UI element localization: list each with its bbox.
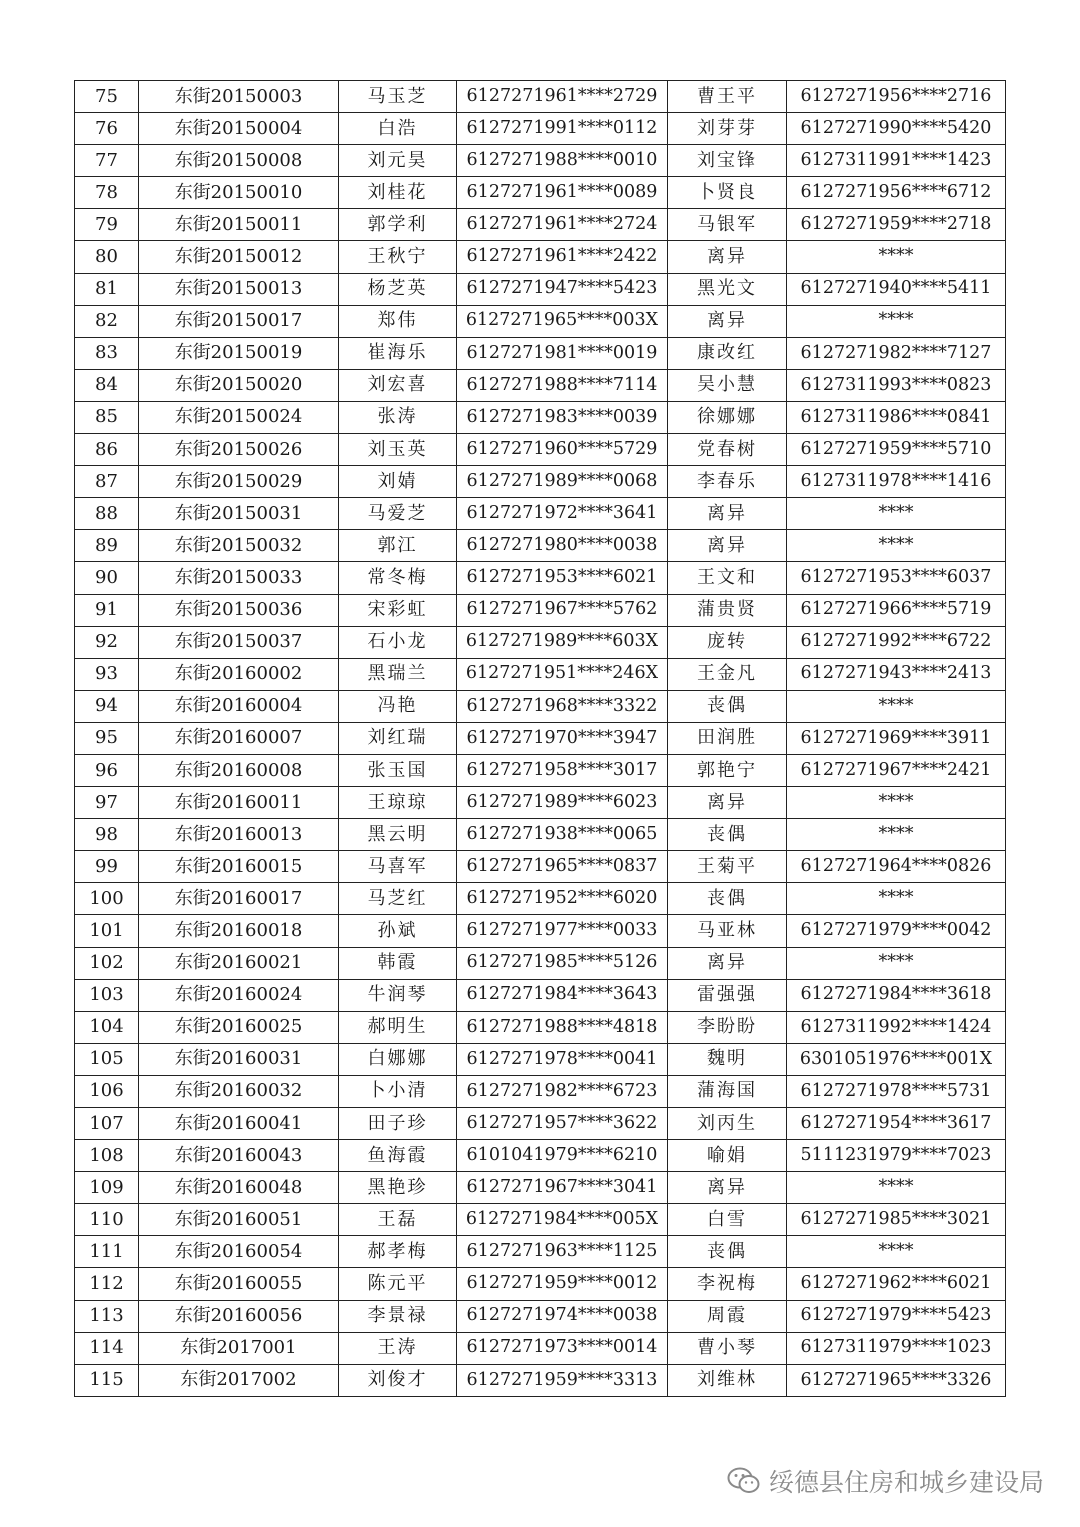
household-code: 东街20160008 — [139, 754, 339, 786]
applicant-name: 刘俊才 — [339, 1364, 457, 1396]
spouse-name: 丧偶 — [668, 1236, 787, 1268]
spouse-id: **** — [787, 690, 1006, 722]
table-row — [75, 851, 1006, 883]
applicant-id: 6127271967****3041 — [457, 1172, 668, 1204]
row-number: 85 — [75, 401, 139, 433]
applicant-id: 6127271959****0012 — [457, 1268, 668, 1300]
applicant-name: 郑伟 — [339, 305, 457, 337]
applicant-id: 6127271963****1125 — [457, 1236, 668, 1268]
applicant-name: 王秋宁 — [339, 241, 457, 273]
spouse-name: 王菊平 — [668, 851, 787, 883]
row-number: 109 — [75, 1172, 139, 1204]
spouse-id: 6127271967****2421 — [787, 754, 1006, 786]
applicant-name: 郝孝梅 — [339, 1236, 457, 1268]
spouse-id: 6127271959****2718 — [787, 209, 1006, 241]
spouse-id: 6127271956****2716 — [787, 81, 1006, 113]
spouse-id: 6127271978****5731 — [787, 1075, 1006, 1107]
spouse-id: 6127271969****3911 — [787, 722, 1006, 754]
spouse-id: 6127271982****7127 — [787, 337, 1006, 369]
spouse-name: 李祝梅 — [668, 1268, 787, 1300]
spouse-id: 6127271956****6712 — [787, 177, 1006, 209]
table-row — [75, 434, 1006, 466]
spouse-name: 王金凡 — [668, 658, 787, 690]
applicant-id: 6127271988****7114 — [457, 369, 668, 401]
table-row — [75, 1108, 1006, 1140]
spouse-id: 6127271990****5420 — [787, 113, 1006, 145]
household-code: 东街20160051 — [139, 1204, 339, 1236]
applicant-id: 6127271973****0014 — [457, 1332, 668, 1364]
applicant-id: 6127271938****0065 — [457, 819, 668, 851]
applicant-id: 6127271988****4818 — [457, 1011, 668, 1043]
row-number: 103 — [75, 979, 139, 1011]
spouse-id: 6127311986****0841 — [787, 401, 1006, 433]
spouse-name: 蒲贵贤 — [668, 594, 787, 626]
table-row — [75, 1300, 1006, 1332]
row-number: 93 — [75, 658, 139, 690]
spouse-id: 6127271965****3326 — [787, 1364, 1006, 1396]
watermark-text: 绥德县住房和城乡建设局 — [768, 1468, 1044, 1497]
table-row — [75, 113, 1006, 145]
applicant-name: 牛润琴 — [339, 979, 457, 1011]
applicant-name: 郝明生 — [339, 1011, 457, 1043]
spouse-name: 刘丙生 — [668, 1108, 787, 1140]
spouse-id: 6127271953****6037 — [787, 562, 1006, 594]
row-number: 94 — [75, 690, 139, 722]
spouse-name: 康改红 — [668, 337, 787, 369]
row-number: 86 — [75, 434, 139, 466]
spouse-name: 李春乐 — [668, 466, 787, 498]
applicant-id: 6127271983****0039 — [457, 401, 668, 433]
spouse-name: 离异 — [668, 787, 787, 819]
household-code: 东街20160055 — [139, 1268, 339, 1300]
table-row — [75, 1140, 1006, 1172]
applicant-id: 6127271977****0033 — [457, 915, 668, 947]
table-body — [75, 81, 1006, 1397]
spouse-name: 刘宝锋 — [668, 145, 787, 177]
applicant-name: 陈元平 — [339, 1268, 457, 1300]
table-row — [75, 498, 1006, 530]
spouse-name: 郭艳宁 — [668, 754, 787, 786]
household-code: 东街20160017 — [139, 883, 339, 915]
household-code: 东街20150026 — [139, 434, 339, 466]
row-number: 105 — [75, 1043, 139, 1075]
applicant-id: 6127271951****246X — [457, 658, 668, 690]
applicant-name: 鱼海霞 — [339, 1140, 457, 1172]
applicant-name: 李景禄 — [339, 1300, 457, 1332]
row-number: 91 — [75, 594, 139, 626]
row-number: 79 — [75, 209, 139, 241]
row-number: 80 — [75, 241, 139, 273]
table-row — [75, 1332, 1006, 1364]
household-code: 东街20160004 — [139, 690, 339, 722]
applicant-name: 冯艳 — [339, 690, 457, 722]
table-row — [75, 1236, 1006, 1268]
applicant-name: 张涛 — [339, 401, 457, 433]
spouse-name: 曹王平 — [668, 81, 787, 113]
household-code: 东街20150037 — [139, 626, 339, 658]
applicant-id: 6127271984****005X — [457, 1204, 668, 1236]
applicant-id: 6127271961****2729 — [457, 81, 668, 113]
household-code: 东街20160043 — [139, 1140, 339, 1172]
spouse-id: 6127271984****3618 — [787, 979, 1006, 1011]
table-row — [75, 241, 1006, 273]
spouse-id: 6127311991****1423 — [787, 145, 1006, 177]
applicant-id: 6127271961****2422 — [457, 241, 668, 273]
row-number: 101 — [75, 915, 139, 947]
table-row — [75, 1011, 1006, 1043]
household-code: 东街20150012 — [139, 241, 339, 273]
spouse-id: 6127311978****1416 — [787, 466, 1006, 498]
table-row — [75, 401, 1006, 433]
applicant-id: 6127271970****3947 — [457, 722, 668, 754]
table-row — [75, 209, 1006, 241]
applicant-id: 6127271989****0068 — [457, 466, 668, 498]
row-number: 87 — [75, 466, 139, 498]
table-row — [75, 337, 1006, 369]
spouse-id: 6127271985****3021 — [787, 1204, 1006, 1236]
spouse-id: 6127271964****0826 — [787, 851, 1006, 883]
table-row — [75, 883, 1006, 915]
spouse-id: **** — [787, 530, 1006, 562]
spouse-id: 6127271943****2413 — [787, 658, 1006, 690]
applicant-name: 马喜军 — [339, 851, 457, 883]
row-number: 104 — [75, 1011, 139, 1043]
applicant-name: 刘玉英 — [339, 434, 457, 466]
table-row — [75, 819, 1006, 851]
spouse-id: 6127271992****6722 — [787, 626, 1006, 658]
applicant-id: 6127271978****0041 — [457, 1043, 668, 1075]
spouse-name: 曹小琴 — [668, 1332, 787, 1364]
spouse-name: 丧偶 — [668, 883, 787, 915]
applicant-id: 6127271961****2724 — [457, 209, 668, 241]
applicant-id: 6127271965****0837 — [457, 851, 668, 883]
row-number: 81 — [75, 273, 139, 305]
applicant-id: 6127271953****6021 — [457, 562, 668, 594]
table-row — [75, 979, 1006, 1011]
applicant-name: 黑艳珍 — [339, 1172, 457, 1204]
applicant-name: 常冬梅 — [339, 562, 457, 594]
row-number: 100 — [75, 883, 139, 915]
spouse-name: 庞转 — [668, 626, 787, 658]
spouse-name: 刘维林 — [668, 1364, 787, 1396]
applicant-name: 白娜娜 — [339, 1043, 457, 1075]
spouse-name: 离异 — [668, 498, 787, 530]
row-number: 111 — [75, 1236, 139, 1268]
spouse-id: 5111231979****7023 — [787, 1140, 1006, 1172]
applicant-name: 崔海乐 — [339, 337, 457, 369]
table-row — [75, 81, 1006, 113]
spouse-name: 丧偶 — [668, 819, 787, 851]
household-code: 东街20150004 — [139, 113, 339, 145]
applicant-name: 石小龙 — [339, 626, 457, 658]
row-number: 76 — [75, 113, 139, 145]
spouse-name: 马亚林 — [668, 915, 787, 947]
household-code: 东街20150010 — [139, 177, 339, 209]
row-number: 97 — [75, 787, 139, 819]
spouse-name: 徐娜娜 — [668, 401, 787, 433]
applicant-name: 黑云明 — [339, 819, 457, 851]
applicant-id: 6127271989****603X — [457, 626, 668, 658]
row-number: 108 — [75, 1140, 139, 1172]
household-code: 东街20150031 — [139, 498, 339, 530]
applicant-name: 刘宏喜 — [339, 369, 457, 401]
spouse-name: 魏明 — [668, 1043, 787, 1075]
spouse-name: 田润胜 — [668, 722, 787, 754]
table-row — [75, 273, 1006, 305]
table-row — [75, 626, 1006, 658]
spouse-name: 黑光文 — [668, 273, 787, 305]
applicant-name: 张玉国 — [339, 754, 457, 786]
table-row — [75, 562, 1006, 594]
spouse-name: 马银军 — [668, 209, 787, 241]
spouse-id: **** — [787, 1172, 1006, 1204]
applicant-name: 卜小清 — [339, 1075, 457, 1107]
household-code: 东街20150033 — [139, 562, 339, 594]
household-code: 东街20160041 — [139, 1108, 339, 1140]
applicant-id: 6127271984****3643 — [457, 979, 668, 1011]
applicant-name: 刘红瑞 — [339, 722, 457, 754]
spouse-name: 吴小慧 — [668, 369, 787, 401]
row-number: 113 — [75, 1300, 139, 1332]
spouse-name: 卜贤良 — [668, 177, 787, 209]
spouse-id: 6127271979****5423 — [787, 1300, 1006, 1332]
row-number: 112 — [75, 1268, 139, 1300]
applicant-id: 6127271961****0089 — [457, 177, 668, 209]
table-row — [75, 754, 1006, 786]
spouse-id: 6127311993****0823 — [787, 369, 1006, 401]
spouse-name: 党春树 — [668, 434, 787, 466]
applicant-id: 6127271947****5423 — [457, 273, 668, 305]
household-code: 东街20160007 — [139, 722, 339, 754]
household-code: 东街20150029 — [139, 466, 339, 498]
household-code: 东街20150024 — [139, 401, 339, 433]
spouse-id: **** — [787, 305, 1006, 337]
applicant-id: 6127271989****6023 — [457, 787, 668, 819]
applicant-id: 6127271952****6020 — [457, 883, 668, 915]
spouse-id: 6127311992****1424 — [787, 1011, 1006, 1043]
household-code: 东街20160056 — [139, 1300, 339, 1332]
household-code: 东街20160021 — [139, 947, 339, 979]
table-row — [75, 1172, 1006, 1204]
row-number: 95 — [75, 722, 139, 754]
spouse-name: 蒲海国 — [668, 1075, 787, 1107]
household-code: 东街2017002 — [139, 1364, 339, 1396]
row-number: 78 — [75, 177, 139, 209]
household-code: 东街20160018 — [139, 915, 339, 947]
row-number: 75 — [75, 81, 139, 113]
applicant-id: 6127271985****5126 — [457, 947, 668, 979]
applicant-id: 6127271960****5729 — [457, 434, 668, 466]
spouse-id: **** — [787, 1236, 1006, 1268]
applicant-name: 宋彩虹 — [339, 594, 457, 626]
spouse-id: 6301051976****001X — [787, 1043, 1006, 1075]
spouse-id: **** — [787, 498, 1006, 530]
applicant-id: 6101041979****6210 — [457, 1140, 668, 1172]
table-row — [75, 530, 1006, 562]
row-number: 110 — [75, 1204, 139, 1236]
spouse-id: 6127271954****3617 — [787, 1108, 1006, 1140]
spouse-id: **** — [787, 787, 1006, 819]
table-row — [75, 305, 1006, 337]
applicant-name: 王磊 — [339, 1204, 457, 1236]
table-row — [75, 787, 1006, 819]
applicant-name: 刘婧 — [339, 466, 457, 498]
row-number: 106 — [75, 1075, 139, 1107]
table-row — [75, 1075, 1006, 1107]
applicant-id: 6127271991****0112 — [457, 113, 668, 145]
applicant-id: 6127271988****0010 — [457, 145, 668, 177]
watermark — [727, 1463, 1044, 1499]
applicant-id: 6127271980****0038 — [457, 530, 668, 562]
household-code: 东街20160048 — [139, 1172, 339, 1204]
row-number: 92 — [75, 626, 139, 658]
row-number: 84 — [75, 369, 139, 401]
applicant-name: 杨芝英 — [339, 273, 457, 305]
household-code: 东街2017001 — [139, 1332, 339, 1364]
applicant-id: 6127271958****3017 — [457, 754, 668, 786]
applicant-name: 黑瑞兰 — [339, 658, 457, 690]
table-row — [75, 690, 1006, 722]
spouse-id: **** — [787, 819, 1006, 851]
household-code: 东街20160015 — [139, 851, 339, 883]
household-code: 东街20150017 — [139, 305, 339, 337]
applicant-name: 马芝红 — [339, 883, 457, 915]
household-code: 东街20160024 — [139, 979, 339, 1011]
spouse-name: 喻娟 — [668, 1140, 787, 1172]
spouse-name: 离异 — [668, 305, 787, 337]
applicant-name: 孙斌 — [339, 915, 457, 947]
spouse-id: 6127271959****5710 — [787, 434, 1006, 466]
row-number: 83 — [75, 337, 139, 369]
household-code: 东街20150019 — [139, 337, 339, 369]
applicant-table — [74, 80, 1006, 1397]
applicant-name: 马爱芝 — [339, 498, 457, 530]
spouse-name: 离异 — [668, 1172, 787, 1204]
applicant-name: 田子珍 — [339, 1108, 457, 1140]
row-number: 99 — [75, 851, 139, 883]
wechat-icon — [727, 1467, 761, 1495]
applicant-id: 6127271957****3622 — [457, 1108, 668, 1140]
household-code: 东街20150032 — [139, 530, 339, 562]
row-number: 115 — [75, 1364, 139, 1396]
table-row — [75, 722, 1006, 754]
household-code: 东街20160002 — [139, 658, 339, 690]
table-row — [75, 177, 1006, 209]
applicant-name: 郭江 — [339, 530, 457, 562]
household-code: 东街20150013 — [139, 273, 339, 305]
row-number: 107 — [75, 1108, 139, 1140]
applicant-name: 马玉芝 — [339, 81, 457, 113]
applicant-id: 6127271967****5762 — [457, 594, 668, 626]
spouse-name: 离异 — [668, 241, 787, 273]
household-code: 东街20150011 — [139, 209, 339, 241]
spouse-name: 白雪 — [668, 1204, 787, 1236]
applicant-id: 6127271982****6723 — [457, 1075, 668, 1107]
row-number: 88 — [75, 498, 139, 530]
table-row — [75, 1043, 1006, 1075]
household-code: 东街20160054 — [139, 1236, 339, 1268]
row-number: 89 — [75, 530, 139, 562]
household-code: 东街20150036 — [139, 594, 339, 626]
row-number: 90 — [75, 562, 139, 594]
table-row — [75, 915, 1006, 947]
table-row — [75, 658, 1006, 690]
spouse-name: 周霞 — [668, 1300, 787, 1332]
household-code: 东街20160013 — [139, 819, 339, 851]
applicant-name: 王涛 — [339, 1332, 457, 1364]
spouse-name: 离异 — [668, 947, 787, 979]
table-row — [75, 947, 1006, 979]
applicant-id: 6127271968****3322 — [457, 690, 668, 722]
household-code: 东街20150008 — [139, 145, 339, 177]
row-number: 96 — [75, 754, 139, 786]
household-code: 东街20150003 — [139, 81, 339, 113]
table-row — [75, 1204, 1006, 1236]
row-number: 77 — [75, 145, 139, 177]
table-row — [75, 1364, 1006, 1396]
table-row — [75, 145, 1006, 177]
applicant-name: 王琼琼 — [339, 787, 457, 819]
applicant-id: 6127271965****003X — [457, 305, 668, 337]
spouse-id: 6127271966****5719 — [787, 594, 1006, 626]
household-code: 东街20150020 — [139, 369, 339, 401]
table-row — [75, 1268, 1006, 1300]
spouse-id: **** — [787, 883, 1006, 915]
spouse-id: 6127311979****1023 — [787, 1332, 1006, 1364]
applicant-name: 刘元昊 — [339, 145, 457, 177]
spouse-id: **** — [787, 241, 1006, 273]
table-row — [75, 466, 1006, 498]
table-row — [75, 369, 1006, 401]
table-row — [75, 594, 1006, 626]
applicant-id: 6127271959****3313 — [457, 1364, 668, 1396]
row-number: 98 — [75, 819, 139, 851]
applicant-name: 郭学利 — [339, 209, 457, 241]
spouse-id: 6127271979****0042 — [787, 915, 1006, 947]
household-code: 东街20160025 — [139, 1011, 339, 1043]
household-code: 东街20160031 — [139, 1043, 339, 1075]
spouse-id: 6127271940****5411 — [787, 273, 1006, 305]
spouse-id: 6127271962****6021 — [787, 1268, 1006, 1300]
household-code: 东街20160032 — [139, 1075, 339, 1107]
row-number: 82 — [75, 305, 139, 337]
spouse-name: 李盼盼 — [668, 1011, 787, 1043]
spouse-name: 王文和 — [668, 562, 787, 594]
applicant-id: 6127271972****3641 — [457, 498, 668, 530]
applicant-name: 刘桂花 — [339, 177, 457, 209]
row-number: 114 — [75, 1332, 139, 1364]
spouse-name: 离异 — [668, 530, 787, 562]
applicant-id: 6127271981****0019 — [457, 337, 668, 369]
household-code: 东街20160011 — [139, 787, 339, 819]
spouse-name: 雷强强 — [668, 979, 787, 1011]
spouse-id: **** — [787, 947, 1006, 979]
applicant-id: 6127271974****0038 — [457, 1300, 668, 1332]
spouse-name: 丧偶 — [668, 690, 787, 722]
spouse-name: 刘芽芽 — [668, 113, 787, 145]
applicant-name: 韩霞 — [339, 947, 457, 979]
row-number: 102 — [75, 947, 139, 979]
applicant-name: 白浩 — [339, 113, 457, 145]
